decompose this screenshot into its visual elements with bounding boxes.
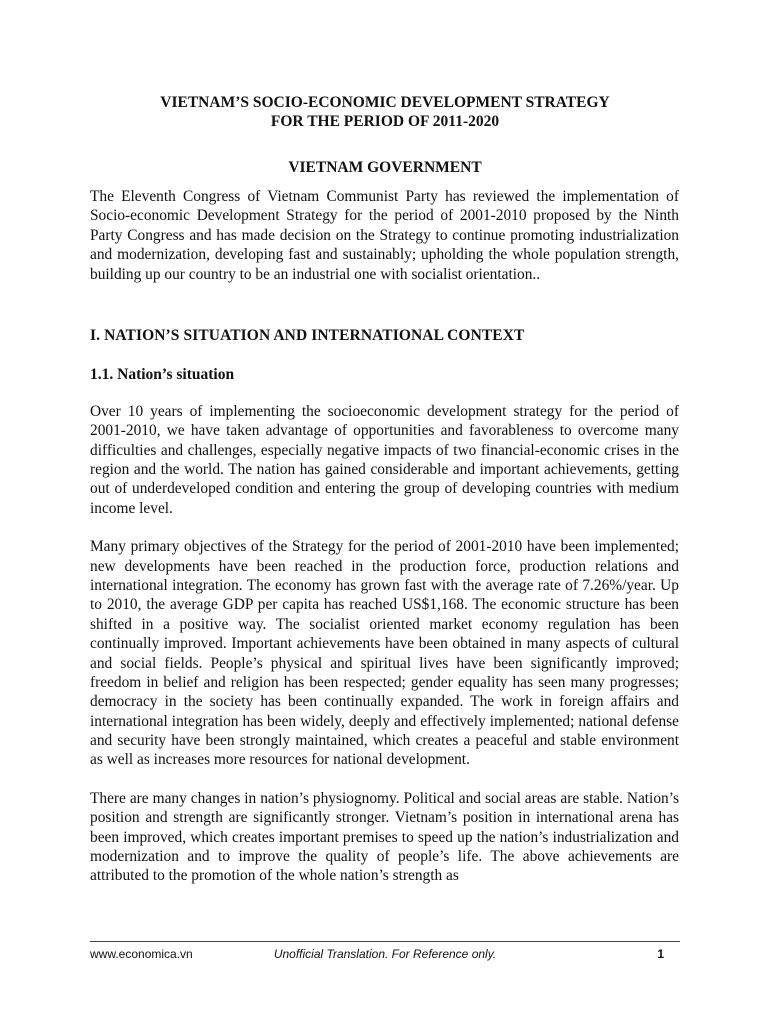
subsection-heading: 1.1. Nation’s situation xyxy=(90,366,235,383)
document-title-line-2: FOR THE PERIOD OF 2011-2020 xyxy=(270,113,500,130)
intro-block xyxy=(90,187,679,284)
page-number: 1 xyxy=(657,947,664,961)
section-body xyxy=(90,402,679,886)
footer-website-link[interactable]: www.economica.vn xyxy=(90,947,193,961)
document-author: VIETNAM GOVERNMENT xyxy=(288,159,482,176)
title-block xyxy=(90,93,680,177)
page-footer xyxy=(90,945,680,963)
document-title-line-1: VIETNAM’S SOCIO-ECONOMIC DEVELOPMENT STRATEGY xyxy=(160,94,610,111)
footer-translation-note: Unofficial Translation. For Reference only. xyxy=(273,947,497,961)
footer-divider xyxy=(90,941,680,942)
body-paragraph: Over 10 years of implementing the socioeconomic development strategy for the period of 2001-2010, we have taken advantage of opportunities and favorableness to overcome many difficulties and challenges, especially negative impacts of two financial-economic crises in the region and the world. The nation has gained considerable and important achievements, getting out of underdeveloped condition and entering the group of developing countries with medium income level. xyxy=(90,403,679,517)
body-paragraph: There are many changes in nation’s physiognomy. Political and social areas are stable. Nation’s position and strength are significantly stronger. Vietnam’s position in international arena has been improved, which creates important premises to speed up the nation’s industrialization and modernization and to improve the quality of people’s life. The above achievements are attributed to the promotion of the whole nation’s strength as xyxy=(90,789,679,885)
body-paragraph: Many primary objectives of the Strategy for the period of 2001-2010 have been implemented; new developments have been reached in the production force, production relations and international integration. The economy has grown fast with the average rate of 7.26%/year. Up to 2010, the average GDP per capita has reached US$1,168. The economic structure has been shifted in a positive way. The socialist oriented market economy regulation has been continually improved. Important achievements have been obtained in many aspects of cultural and social fields. People’s physical and spiritual lives have been significantly improved; freedom in belief and religion has been respected; gender equality has seen many progresses; democracy in the society has been continually expanded. The work in foreign affairs and international integration has been widely, deeply and effectively implemented; national defense and security have been strongly maintained, which creates a peaceful and stable environment as well as increases more resources for national development. xyxy=(90,538,679,769)
section-heading: I. NATION’S SITUATION AND INTERNATIONAL CONTEXT xyxy=(90,327,525,344)
intro-paragraph: The Eleventh Congress of Vietnam Communist Party has reviewed the implementation of Socio-economic Development Strategy for the period of 2001-2010 proposed by the Ninth Party Congress and has made decision on the Strategy to continue promoting industrialization and modernization, developing fast and sustainably; upholding the whole population strength, building up our country to be an industrial one with socialist orientation.. xyxy=(90,188,679,283)
